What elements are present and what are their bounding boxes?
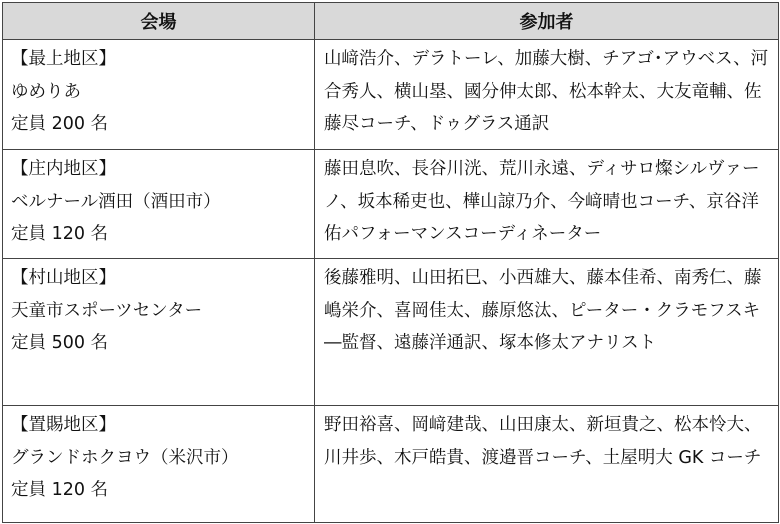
table-row — [3, 150, 779, 259]
capacity-text: 定員 120 名 — [11, 224, 109, 244]
region-label: 【庄内地区】 — [11, 159, 116, 179]
venue-cell — [3, 150, 315, 259]
venue-name: ベルナール酒田（酒田市） — [11, 191, 221, 212]
region-label: 【置賜地区】 — [11, 415, 116, 435]
table-row — [3, 40, 779, 150]
participants-cell: 藤田息吹、長谷川洸、荒川永遠、ディサロ燦シルヴァーノ、坂本稀吏也、樺山諒乃介、今﨑晴也コーチ、京谷洋佑パフォーマンスコーディネーター — [315, 150, 779, 259]
venue-cell — [3, 40, 315, 150]
venue-cell — [3, 259, 315, 406]
capacity-text: 定員 120 名 — [11, 480, 109, 500]
venue-cell — [3, 406, 315, 523]
event-table — [2, 2, 779, 523]
venue-name: 天童市スポーツセンター — [11, 300, 203, 321]
venue-name: グランドホクヨウ（米沢市） — [11, 447, 239, 468]
venue-header: 会場 — [3, 3, 315, 40]
table-row — [3, 259, 779, 406]
region-label: 【村山地区】 — [11, 268, 116, 288]
table-row — [3, 406, 779, 523]
capacity-text: 定員 200 名 — [11, 114, 109, 134]
venue-name: ゆめりあ — [11, 81, 81, 102]
participants-cell: 山﨑浩介、デラトーレ、加藤大樹、チアゴ･アウベス、河合秀人、横山塁、國分伸太郎、松本幹太、大友竜輔、佐藤尽コーチ、ドゥグラス通訳 — [315, 40, 779, 150]
participants-cell: 後藤雅明、山田拓巳、小西雄大、藤本佳希、南秀仁、藤嶋栄介、喜岡佳太、藤原悠汰、ピーター・クラモフスキ―監督、遠藤洋通訳、塚本修太アナリスト — [315, 259, 779, 406]
participants-header: 参加者 — [315, 3, 779, 40]
header-row — [3, 3, 779, 40]
participants-cell: 野田裕喜、岡﨑建哉、山田康太、新垣貴之、松本怜大、川井歩、木戸皓貴、渡邉晋コーチ、土屋明大 GK コーチ — [315, 406, 779, 523]
region-label: 【最上地区】 — [11, 49, 116, 69]
capacity-text: 定員 500 名 — [11, 333, 109, 353]
